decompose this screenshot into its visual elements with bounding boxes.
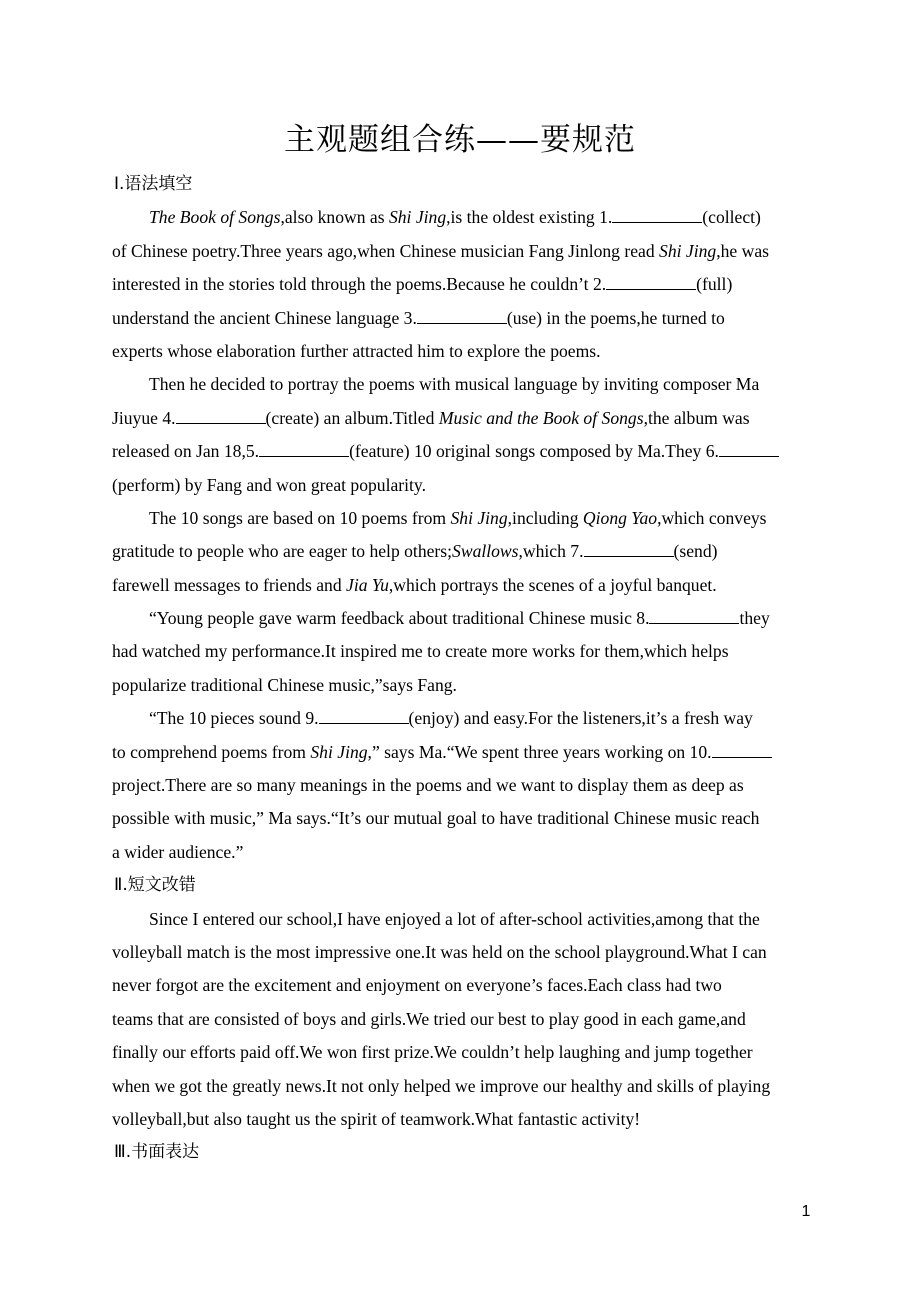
error-correction-passage xyxy=(112,903,812,1137)
answer-blank-7 xyxy=(584,539,674,557)
passage-line: teams that are consisted of boys and girls.We tried our best to play good in each game,and xyxy=(112,1008,746,1029)
passage-line: volleyball,but also taught us the spirit of teamwork.What fantastic activity! xyxy=(112,1108,641,1129)
answer-blank-6 xyxy=(719,439,779,457)
passage-line: Since I entered our school,I have enjoyed a lot of after-school activities,among that the xyxy=(149,908,760,929)
answer-blank-9 xyxy=(319,706,409,724)
passage-line: never forgot are the excitement and enjoyment on everyone’s faces.Each class had two xyxy=(112,975,722,996)
answer-blank-5 xyxy=(259,439,349,457)
answer-blank-8 xyxy=(649,606,739,624)
passage-line: finally our efforts paid off.We won first prize.We couldn’t help laughing and jump together xyxy=(112,1042,753,1063)
document-body xyxy=(112,168,812,1170)
page-number: 1 xyxy=(801,1203,811,1220)
section-heading-grammar-fill: Ⅰ.语法填空 xyxy=(114,174,193,194)
passage-paragraph-2: Then he decided to portray the poems with musical language by inviting composer Ma Jiuyue 4. (create) an album.Titled Music and the Book of Songs,the album was released on Jan 18,5. (feature) 10 original songs composed by Ma.They 6. (perform) by Fang and won great popularity. xyxy=(112,368,812,502)
page-title: 主观题组合练——要规范 xyxy=(284,122,636,158)
passage-paragraph-4: “Young people gave warm feedback about traditional Chinese music 8. they had watched my performance.It inspired me to create more works for them,which helps popularize traditional Chinese music,”says Fang. xyxy=(112,608,770,695)
answer-blank-10 xyxy=(712,740,772,758)
answer-blank-4 xyxy=(176,406,266,424)
answer-blank-3 xyxy=(417,306,507,324)
passage-paragraph-1: The Book of Songs,also known as Shi Jing,is the oldest existing 1. (collect) of Chinese poetry.Three years ago,when Chinese musician Fang Jinlong read Shi Jing,he was interested in the stories told through the poems.Because he couldn’t 2. (full) understand the ancient Chinese language 3. (use) in the poems,he turned to experts whose elaboration further attracted him to explore the poems. xyxy=(112,207,769,361)
section-heading-error-correction: Ⅱ.短文改错 xyxy=(114,875,196,896)
section-heading-writing: Ⅲ.书面表达 xyxy=(114,1142,200,1163)
passage-paragraph-3: The 10 songs are based on 10 poems from Shi Jing,including Qiong Yao,which conveys gratitude to people who are eager to help others;Swallows,which 7. (send) farewell messages to friends and Jia Yu,which portrays the scenes of a joyful banquet. xyxy=(112,507,767,595)
passage-line: when we got the greatly news.It not only helped we improve our healthy and skills of playing xyxy=(112,1075,771,1096)
passage-line: volleyball match is the most impressive one.It was held on the school playground.What I can xyxy=(112,941,767,962)
answer-blank-1 xyxy=(612,205,702,223)
answer-blank-2 xyxy=(606,272,696,290)
passage-paragraph-5: “The 10 pieces sound 9. (enjoy) and easy.For the listeners,it’s a fresh way to comprehend poems from Shi Jing,” says Ma.“We spent three years working on 10. project.There are so many meanings in the poems and we want to display them as deep as possible with music,” Ma says.“It’s our mutual goal to have traditional Chinese music reach a wider audience.” xyxy=(112,702,812,869)
